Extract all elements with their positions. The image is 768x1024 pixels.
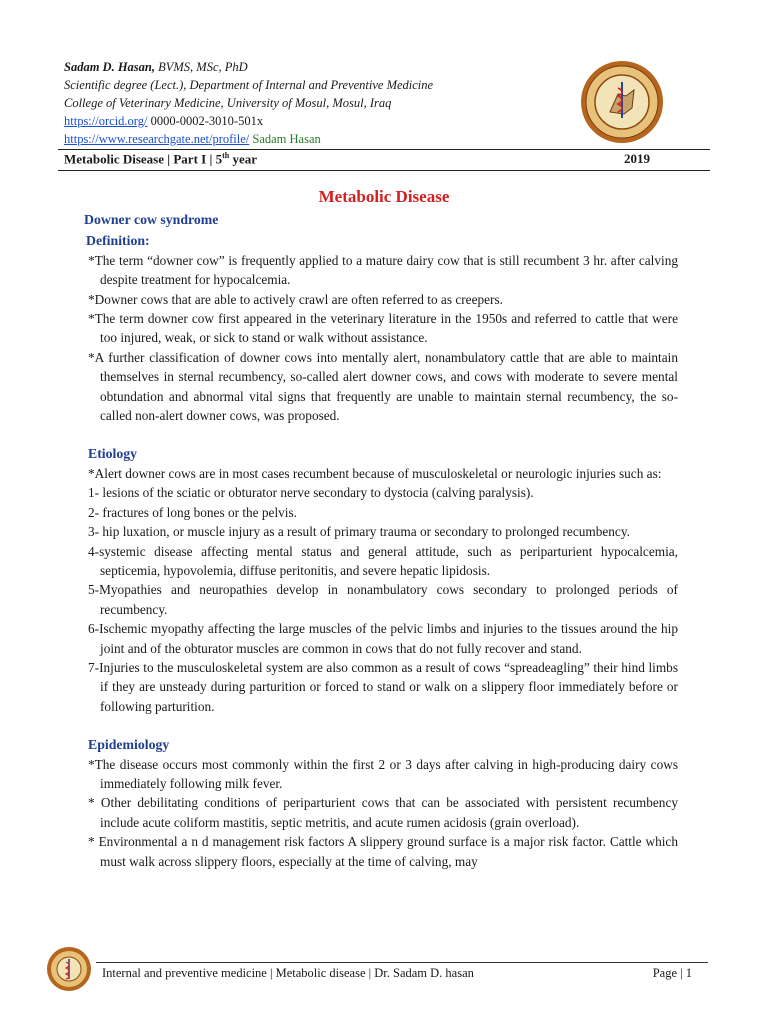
author-position: Scientific degree (Lect.), Department of Internal and Preventive Medicine [64, 78, 434, 92]
list-item: 5-Myopathies and neuropathies develop in nonambulatory cows secondary to prolonged periods of recumbency. [88, 582, 678, 617]
section-heading-downer: Downer cow syndrome [84, 212, 219, 227]
section-heading-definition: Definition: [86, 233, 150, 249]
footer-text: Internal and preventive medicine | Metabolic disease | Dr. Sadam D. hasan [102, 966, 474, 980]
paragraph: *The term downer cow first appeared in the veterinary literature in the 1950s and referred to cattle that were too injured, weak, or sick to stand or walk without assistance. [88, 311, 678, 346]
author-name: Sadam D. Hasan, [64, 60, 155, 74]
page-footer [96, 962, 708, 985]
researchgate-name: Sadam Hasan [249, 132, 321, 146]
author-degrees: BVMS, MSc, PhD [155, 60, 248, 74]
paragraph: *A further classification of downer cows into mentally alert, nonambulatory cattle that are able to maintain themselves in sternal recumbency, so-called alert downer cows, and cows with moderate to severe mental obtundation and abnormal vital signs that frequently are unable to maintain sternal recumbency, the so-called non-alert downer cows, was proposed. [88, 349, 678, 424]
footer-seal-logo [46, 946, 92, 992]
paragraph: *The term “downer cow” is frequently applied to a mature dairy cow that is still recumbent 3 hr. after calving despite treatment for hypocalcemia. [88, 252, 678, 288]
university-seal-logo [580, 60, 664, 144]
list-item: 6-Ischemic myopathy affecting the large muscles of the pelvic limbs and injuries to the tissues around the hip joint and of the obturator muscles are common in cows that do not fully recover and stand. [88, 621, 678, 656]
page-number: Page | 1 [652, 966, 692, 980]
author-line [64, 58, 524, 76]
author-affiliation: College of Veterinary Medicine, University of Mosul, Mosul, Iraq [64, 96, 392, 110]
author-header [64, 58, 524, 148]
paragraph: * Other debilitating conditions of periparturient cows that can be associated with persistent recumbency include acute coliform mastitis, septic metritis, and acute rumen acidosis (grain overload). [88, 795, 678, 830]
list-item: 7-Injuries to the musculoskeletal system are also common as a result of cows “spreadeagling” their hind limbs if they are unsteady during parturition or forced to stand or walk on a slippery floor immediately before or following parturition. [88, 659, 678, 714]
researchgate-link[interactable]: https://www.researchgate.net/profile/ [64, 132, 250, 146]
researchgate-line [64, 130, 524, 148]
list-item: 1- lesions of the sciatic or obturator nerve secondary to dystocia (calving paralysis). [88, 485, 534, 501]
list-item: 4-systemic disease affecting mental status and general attitude, such as periparturient hypocalcemia, septicemia, hypovolemia, diffuse peritonitis, and severe hepatic lipidosis. [88, 543, 678, 578]
list-item: 3- hip luxation, or muscle injury as a result of primary trauma or secondary to prolonged recumbency. [88, 524, 630, 540]
orcid-link[interactable]: https://orcid.org/ [64, 114, 148, 128]
document-body [84, 210, 678, 871]
course-year: 2019 [624, 151, 650, 166]
orcid-line [64, 112, 524, 130]
course-bar [58, 149, 710, 171]
section-heading-etiology: Etiology [88, 446, 138, 462]
list-item: 2- fractures of long bones or the pelvis. [88, 504, 297, 520]
paragraph: * Environmental a n d management risk factors A slippery ground surface is a major risk factor. Cattle which must walk across slippery floors, especially at the time of calving, may [88, 834, 678, 869]
orcid-id: 0000-0002-3010-501x [147, 114, 264, 128]
paragraph: *The disease occurs most commonly within the first 2 or 3 days after calving in high-producing dairy cows immediately following milk fever. [88, 756, 678, 791]
section-heading-epidemiology: Epidemiology [88, 737, 170, 753]
course-label: Metabolic Disease | Part I | 5th year [64, 151, 257, 167]
page-title: Metabolic Disease [318, 187, 450, 206]
paragraph: *Alert downer cows are in most cases recumbent because of musculoskeletal or neurologic injuries such as: [88, 465, 662, 481]
paragraph: *Downer cows that are able to actively crawl are often referred to as creepers. [88, 291, 503, 307]
